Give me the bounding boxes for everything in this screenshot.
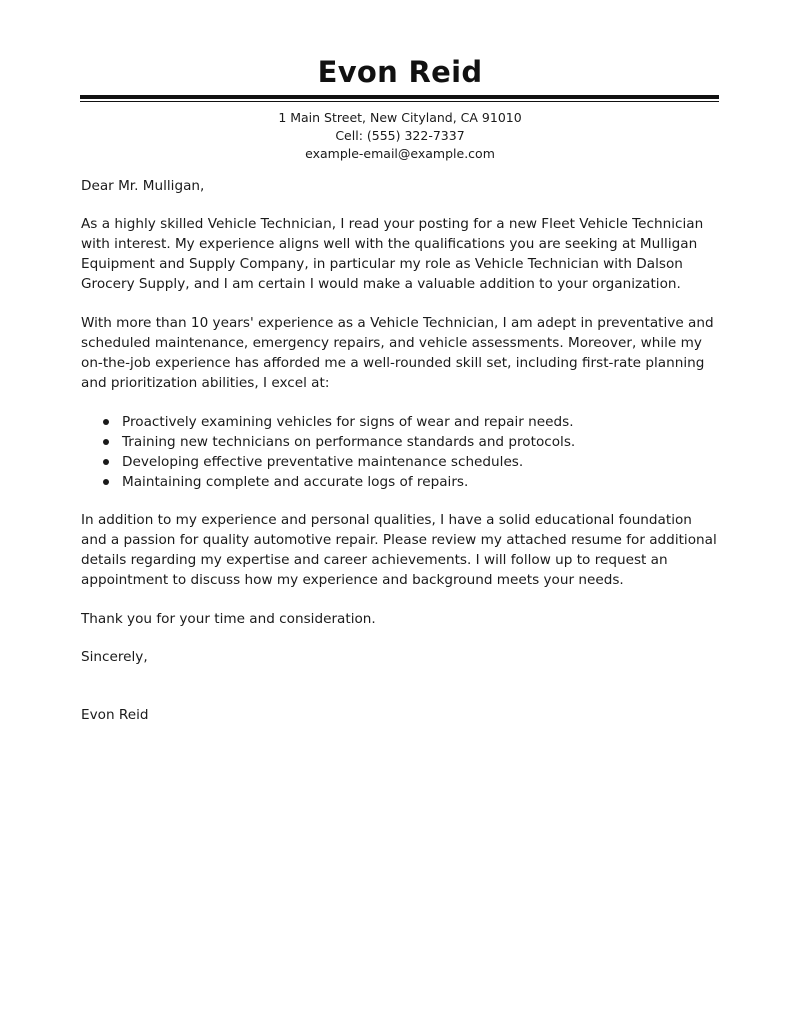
letter-body: [81, 176, 721, 725]
list-item-text: Maintaining complete and accurate logs of repairs.: [122, 474, 469, 490]
bullet-icon: [103, 439, 109, 445]
applicant-name: Evon Reid: [317, 55, 483, 89]
email-line: example-email@example.com: [305, 146, 495, 161]
header-divider-thin: [80, 101, 719, 102]
bullet-icon: [103, 419, 109, 425]
contact-block: [0, 109, 800, 163]
list-item-text: Training new technicians on performance standards and protocols.: [122, 434, 576, 450]
cell-line: Cell: (555) 322-7337: [335, 128, 465, 143]
list-item: [81, 472, 721, 492]
list-item: [81, 452, 721, 472]
list-item-text: Developing effective preventative maintenance schedules.: [122, 454, 524, 470]
list-item-text: Proactively examining vehicles for signs of wear and repair needs.: [122, 414, 574, 430]
header-divider-thick: [80, 95, 719, 99]
paragraph-experience: With more than 10 years' experience as a Vehicle Technician, I am adept in preventative and scheduled maintenance, emergency repairs, and vehicle assessments. Moreover, while my on-the-job experience has afforded me a well-rounded skill set, including first-rate planning and prioritization abilities, I excel at:: [81, 315, 714, 391]
list-item: [81, 412, 721, 432]
paragraph-education: In addition to my experience and personal qualities, I have a solid educational foundation and a passion for quality automotive repair. Please review my attached resume for additional details regarding my expertise and career achievements. I will follow up to request an appointment to discuss how my experience and background meets your needs.: [81, 512, 717, 588]
bullet-icon: [103, 479, 109, 485]
thank-you-line: Thank you for your time and consideration.: [81, 611, 376, 627]
address-line: 1 Main Street, New Cityland, CA 91010: [278, 110, 522, 125]
closing: Sincerely,: [81, 649, 148, 665]
signature: Evon Reid: [81, 707, 149, 723]
skills-list: [81, 412, 721, 492]
paragraph-intro: As a highly skilled Vehicle Technician, I read your posting for a new Fleet Vehicle Technician with interest. My experience aligns well with the qualifications you are seeking at Mulligan Equipment and Supply Company, in particular my role as Vehicle Technician with Dalson Grocery Supply, and I am certain I would make a valuable addition to your organization.: [81, 216, 704, 292]
salutation: Dear Mr. Mulligan,: [81, 178, 205, 194]
list-item: [81, 432, 721, 452]
bullet-icon: [103, 459, 109, 465]
